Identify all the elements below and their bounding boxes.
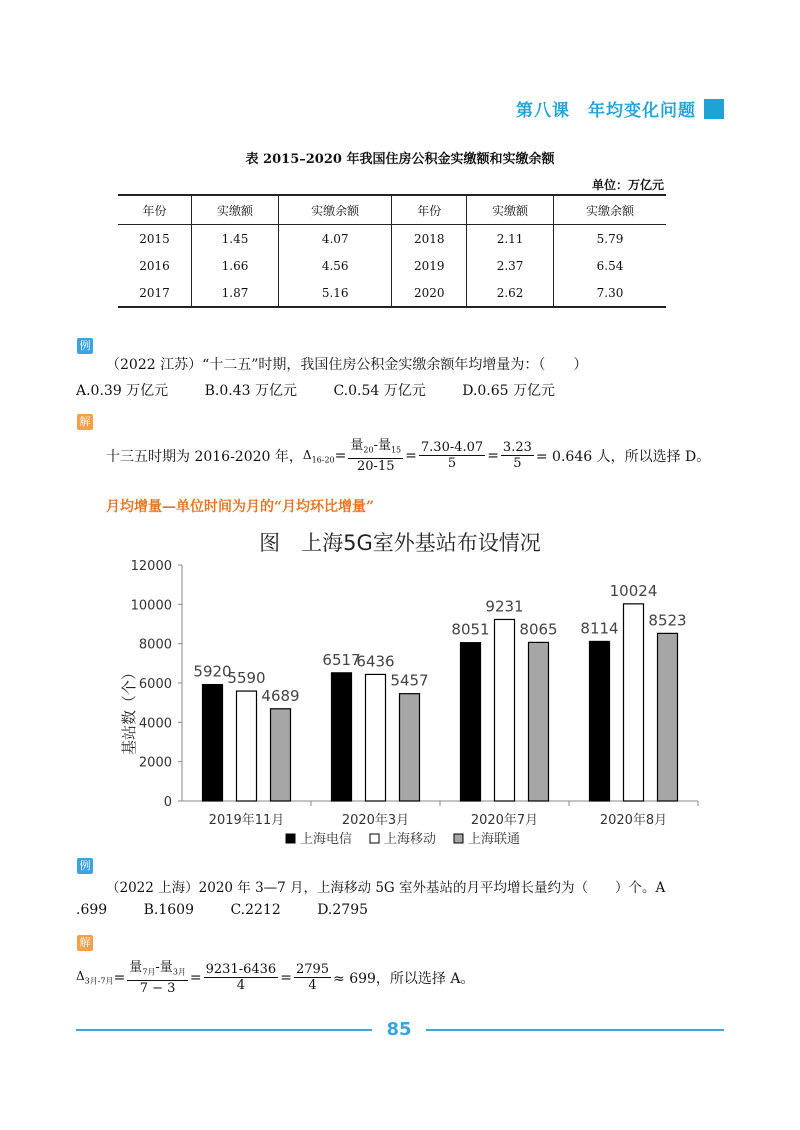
bar [400, 694, 420, 801]
y-tick-label: 6000 [138, 677, 172, 692]
legend-label: 上海移动 [384, 832, 437, 847]
equals-sign: = [487, 447, 499, 464]
option-d: D.0.65 万亿元 [462, 383, 556, 399]
equals-sign: = [334, 447, 347, 464]
bar [461, 643, 481, 801]
table-header-cell: 实缴额 [192, 195, 279, 225]
fraction-3 [501, 440, 534, 471]
fraction-denominator: 20-15 [357, 458, 395, 474]
data-label: 5457 [390, 671, 429, 690]
table-cell: 2019 [392, 252, 467, 279]
example1-options [76, 380, 587, 400]
equals-sign: = [405, 447, 417, 464]
option-a: .699 [76, 902, 108, 918]
footer-rule-left [76, 1029, 372, 1031]
table-unit: 单位：万亿元 [591, 178, 664, 192]
table-row [118, 279, 666, 307]
data-label: 10024 [609, 581, 658, 600]
data-label: 5590 [227, 669, 266, 688]
bar [237, 691, 257, 801]
table-header-cell: 实缴余额 [553, 195, 666, 225]
solution1-suffix: = 0.646 人，所以选择 D。 [535, 448, 711, 465]
header-square-decoration [704, 99, 724, 119]
table-cell: 2020 [392, 279, 467, 307]
fraction-numerator: 7.30-4.07 [420, 440, 484, 456]
num-subscript: 20 [363, 445, 374, 455]
y-tick-label: 12000 [130, 559, 172, 574]
num-text: 量 [129, 960, 143, 975]
data-table [118, 194, 666, 308]
fraction-denominator: 5 [447, 456, 457, 472]
num-text: 量 [350, 438, 364, 453]
bar [366, 674, 386, 801]
chart-ylabel: 基站数（个） [120, 664, 138, 756]
solution-badge: 解 [77, 414, 93, 430]
table-cell: 2.11 [467, 225, 554, 253]
fraction-3 [294, 962, 331, 993]
chapter-title: 第八课 年均变化问题 [516, 101, 696, 121]
solution2-suffix: ≈ 699，所以选择 A。 [333, 970, 475, 987]
table-cell: 2.62 [467, 279, 554, 307]
solution1-prefix: 十三五时期为 2016-2020 年， [106, 448, 303, 465]
table-cell: 5.79 [553, 225, 666, 253]
table-cell: 7.30 [553, 279, 666, 307]
fraction-numerator: 2795 [295, 962, 330, 978]
table-header-cell: 年份 [392, 195, 467, 225]
y-tick-label: 0 [163, 795, 172, 810]
delta-symbol [76, 969, 114, 986]
table-caption: 表 2015–2020 年我国住房公积金实缴额和实缴余额 [245, 152, 555, 167]
solution1-formula [106, 438, 710, 474]
bar-chart [100, 520, 700, 860]
table-header-cell: 年份 [118, 195, 192, 225]
fraction-numerator: 9231-6436 [205, 962, 277, 978]
fraction-numerator [127, 960, 188, 981]
table-header-cell: 实缴额 [467, 195, 554, 225]
delta-subscript: 3月-7月 [84, 976, 114, 986]
table-cell: 2017 [118, 279, 192, 307]
bar [271, 709, 291, 801]
example2-question: （2022 上海）2020 年 3—7 月，上海移动 5G 室外基站的月平均增长量约为（ ）个。A [106, 880, 666, 896]
option-c: C.0.54 万亿元 [333, 383, 426, 399]
table-cell: 2018 [392, 225, 467, 253]
option-b: B.1609 [143, 902, 194, 918]
table-cell: 4.56 [278, 252, 392, 279]
option-b: B.0.43 万亿元 [204, 383, 298, 399]
legend-label: 上海联通 [468, 832, 521, 847]
legend-swatch [454, 834, 463, 843]
table-cell: 1.45 [192, 225, 279, 253]
legend-swatch [286, 834, 295, 843]
data-label: 8065 [519, 620, 558, 639]
example-badge: 例 [77, 338, 93, 354]
data-label: 6517 [322, 650, 361, 669]
data-label: 9231 [485, 597, 524, 616]
table-cell: 4.07 [278, 225, 392, 253]
table-cell: 2016 [139, 258, 170, 273]
legend-swatch [370, 834, 379, 843]
y-tick-label: 4000 [138, 716, 172, 732]
fraction-numerator [348, 438, 403, 459]
option-a: A.0.39 万亿元 [76, 383, 169, 399]
fraction-denominator: 7 − 3 [139, 980, 176, 996]
page-number: 85 [386, 1019, 412, 1040]
y-tick-label: 2000 [138, 755, 172, 771]
data-label: 6436 [356, 652, 395, 671]
option-c: C.2212 [230, 902, 281, 918]
x-tick-label: 2019年11月 [208, 813, 285, 828]
fraction-denominator: 4 [308, 978, 317, 994]
chart-legend [286, 831, 520, 847]
y-tick-label: 10000 [130, 598, 172, 614]
bar [529, 642, 549, 801]
table-row [118, 225, 666, 253]
chart-data-labels [193, 582, 686, 705]
example2-options [76, 902, 400, 918]
data-label: 8051 [451, 620, 490, 639]
chapter-header [516, 96, 724, 121]
bar [332, 673, 352, 801]
num-text: -量 [155, 960, 173, 975]
data-label: 5920 [193, 662, 232, 681]
x-tick-label: 2020年3月 [341, 813, 410, 828]
bar [658, 633, 678, 801]
table-cell: 1.66 [192, 252, 279, 279]
equals-sign: = [280, 969, 292, 986]
num-subscript: 7月 [142, 967, 156, 977]
example1-question: （2022 江苏）“十二五”时期，我国住房公积金实缴余额年均增量为：（ ） [106, 357, 588, 373]
solution2-formula [76, 960, 475, 996]
table-header-row [118, 195, 666, 225]
bar [495, 619, 515, 801]
num-subscript: 15 [390, 445, 402, 455]
table-cell: 5.16 [278, 279, 392, 307]
option-d: D.2795 [317, 902, 369, 918]
x-tick-label: 2020年7月 [470, 813, 539, 828]
table-cell: 1.87 [192, 279, 279, 307]
equals-sign: = [189, 969, 202, 986]
data-label: 8523 [648, 611, 687, 630]
fraction-2 [419, 440, 485, 471]
bar [590, 641, 610, 801]
section-heading: 月均增量—单位时间为月的“月均环比增量” [106, 499, 375, 515]
x-tick-label: 2020年8月 [599, 813, 668, 828]
data-label: 4689 [261, 686, 300, 705]
y-tick-label: 8000 [138, 637, 172, 653]
equals-sign: = [113, 969, 126, 986]
fraction-2 [204, 962, 279, 993]
num-text: -量 [373, 438, 391, 453]
example-badge: 例 [77, 858, 93, 874]
table-header-cell: 实缴余额 [278, 195, 392, 225]
fraction-denominator: 4 [236, 978, 246, 994]
delta-subscript: 16-20 [311, 454, 335, 464]
table-cell: 2.37 [467, 252, 554, 279]
table-cell: 6.54 [553, 252, 666, 279]
legend-label: 上海电信 [300, 832, 353, 847]
delta-symbol [303, 448, 335, 464]
num-subscript: 3月 [172, 967, 186, 977]
delta-char: Δ [76, 969, 85, 984]
table-row [118, 252, 666, 279]
solution-badge: 解 [77, 935, 93, 951]
table-cell: 2015 [139, 231, 170, 246]
data-label: 8114 [580, 619, 619, 638]
delta-char: Δ [302, 447, 312, 462]
footer-rule-right [426, 1029, 724, 1031]
fraction-denominator: 5 [513, 456, 522, 472]
bar [203, 685, 223, 801]
fraction-1 [127, 960, 188, 996]
chart-title: 图 上海5G室外基站布设情况 [259, 531, 541, 555]
bar [624, 604, 644, 801]
fraction-numerator: 3.23 [502, 440, 532, 456]
fraction-1 [348, 438, 403, 474]
